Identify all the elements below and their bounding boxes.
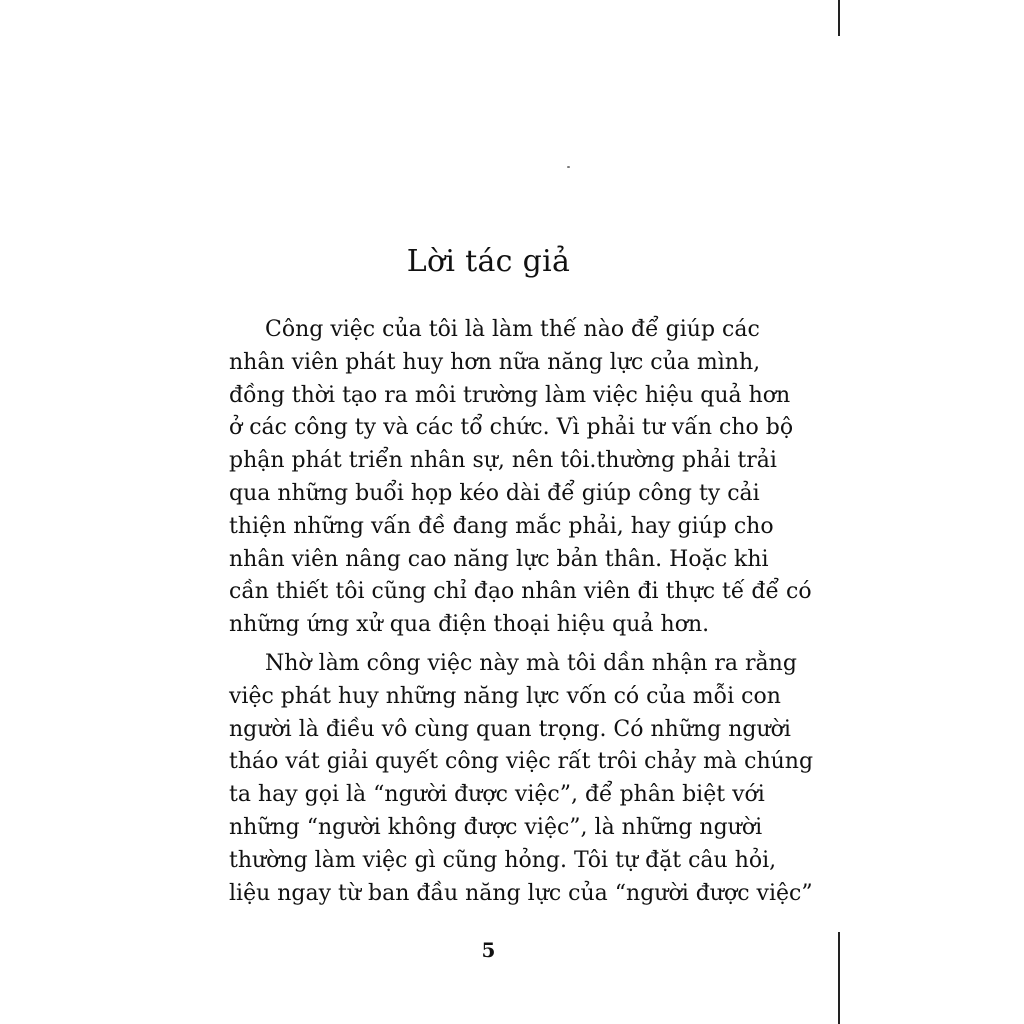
text-line: nhân viên phát huy hơn nữa năng lực của mình, (229, 349, 761, 375)
text-line: thiện những vấn đề đang mắc phải, hay giúp cho (229, 513, 774, 539)
text-line: người là điều vô cùng quan trọng. Có những người (229, 716, 791, 742)
paragraph-2 (229, 648, 814, 910)
text-line: Nhờ làm công việc này mà tôi dần nhận ra rằng (265, 650, 797, 676)
page-edge-line-top (838, 0, 840, 36)
body-text (229, 314, 814, 910)
text-line: qua những buổi họp kéo dài để giúp công ty cải (229, 480, 760, 506)
page-edge-line-bottom (838, 932, 840, 1024)
text-line: thường làm việc gì cũng hỏng. Tôi tự đặt câu hỏi, (229, 847, 777, 873)
paragraph-1 (229, 314, 812, 642)
text-line: phận phát triển nhân sự, nên tôi.thường phải trải (229, 448, 777, 474)
chapter-title: Lời tác giả (406, 244, 571, 280)
text-line: đồng thời tạo ra môi trường làm việc hiệu quả hơn (229, 382, 791, 408)
text-line: tháo vát giải quyết công việc rất trôi chảy mà chúng (229, 749, 814, 775)
text-line: việc phát huy những năng lực vốn có của mỗi con (229, 683, 781, 709)
page-number: 5 (481, 938, 496, 962)
text-line: liệu ngay từ ban đầu năng lực của “người được việc” (229, 880, 813, 906)
text-line: những ứng xử qua điện thoại hiệu quả hơn. (229, 612, 710, 638)
text-line: những “người không được việc”, là những người (229, 814, 763, 840)
print-speck (567, 166, 570, 168)
text-line: nhân viên nâng cao năng lực bản thân. Hoặc khi (229, 546, 769, 572)
text-line: cần thiết tôi cũng chỉ đạo nhân viên đi thực tế để có (229, 579, 812, 605)
text-line: Công việc của tôi là làm thế nào để giúp các (265, 317, 760, 342)
text-line: ta hay gọi là “người được việc”, để phân biệt với (229, 782, 765, 808)
text-line: ở các công ty và các tổ chức. Vì phải tư vấn cho bộ (229, 415, 794, 441)
